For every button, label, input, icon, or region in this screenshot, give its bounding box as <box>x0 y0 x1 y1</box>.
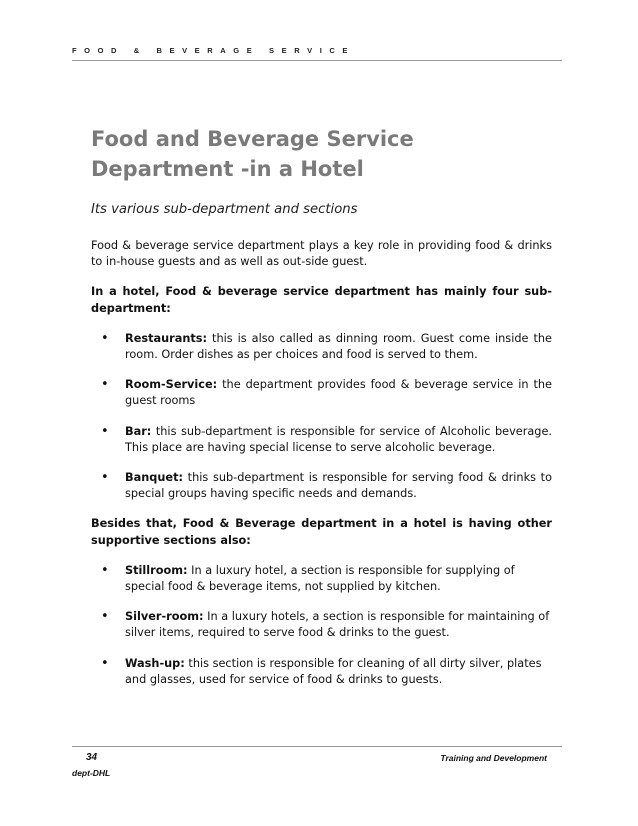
list-item <box>125 609 552 641</box>
footer-dept: dept-DHL <box>72 768 111 778</box>
header-divider <box>72 60 562 61</box>
list-item <box>125 331 552 363</box>
item-term: Silver-room: <box>125 610 204 624</box>
item-text: this sub-department is responsible for serving food & drinks to special groups having specific needs and demands. <box>125 471 552 501</box>
item-term: Banquet: <box>125 471 183 485</box>
item-text: this section is responsible for cleaning of all dirty silver, plates and glasses, used for service of food & drinks to guests. <box>125 656 542 686</box>
list-item <box>125 424 552 456</box>
document-subtitle: Its various sub-department and sections <box>91 202 358 217</box>
item-term: Wash-up: <box>125 656 185 670</box>
item-text: this is also called as dinning room. Guest come inside the room. Order dishes as per choices and food is served to them. <box>125 331 552 362</box>
list-item <box>125 377 552 409</box>
item-term: Restaurants: <box>125 331 208 345</box>
list-item <box>125 563 552 595</box>
intro-paragraph: Food & beverage service department plays a key role in providing food & drinks to in-house guests and as well as out-side guest. <box>91 239 552 269</box>
footer-label: Training and Development <box>440 753 547 763</box>
document-body <box>91 238 552 702</box>
sub-department-list <box>91 331 552 503</box>
item-term: Bar: <box>125 424 152 438</box>
support-section-lead: Besides that, Food & Beverage department in a hotel is having other supportive sections also: <box>91 517 552 547</box>
item-text: In a luxury hotel, a section is responsible for supplying of special food & beverage items, not supplied by kitchen. <box>125 563 515 594</box>
list-item <box>125 470 552 502</box>
support-section-list <box>91 563 552 688</box>
sub-department-lead: In a hotel, Food & beverage service department has mainly four sub-department: <box>91 285 552 315</box>
running-header: FOOD & BEVERAGE SERVICE <box>72 46 356 55</box>
list-item <box>125 656 552 688</box>
document-title: Food and Beverage Service Department -in a Hotel <box>91 127 414 181</box>
footer-divider <box>72 746 562 747</box>
item-term: Room-Service: <box>125 378 218 392</box>
item-text: In a luxury hotels, a section is responsible for maintaining of silver items, required to serve food & drinks to the guest. <box>125 610 550 640</box>
page-number: 34 <box>86 752 98 763</box>
item-text: this sub-department is responsible for service of Alcoholic beverage. This place are having special license to serve alcoholic beverage. <box>125 424 552 454</box>
item-term: Stillroom: <box>125 563 188 577</box>
item-text: the department provides food & beverage service in the guest rooms <box>125 378 552 408</box>
